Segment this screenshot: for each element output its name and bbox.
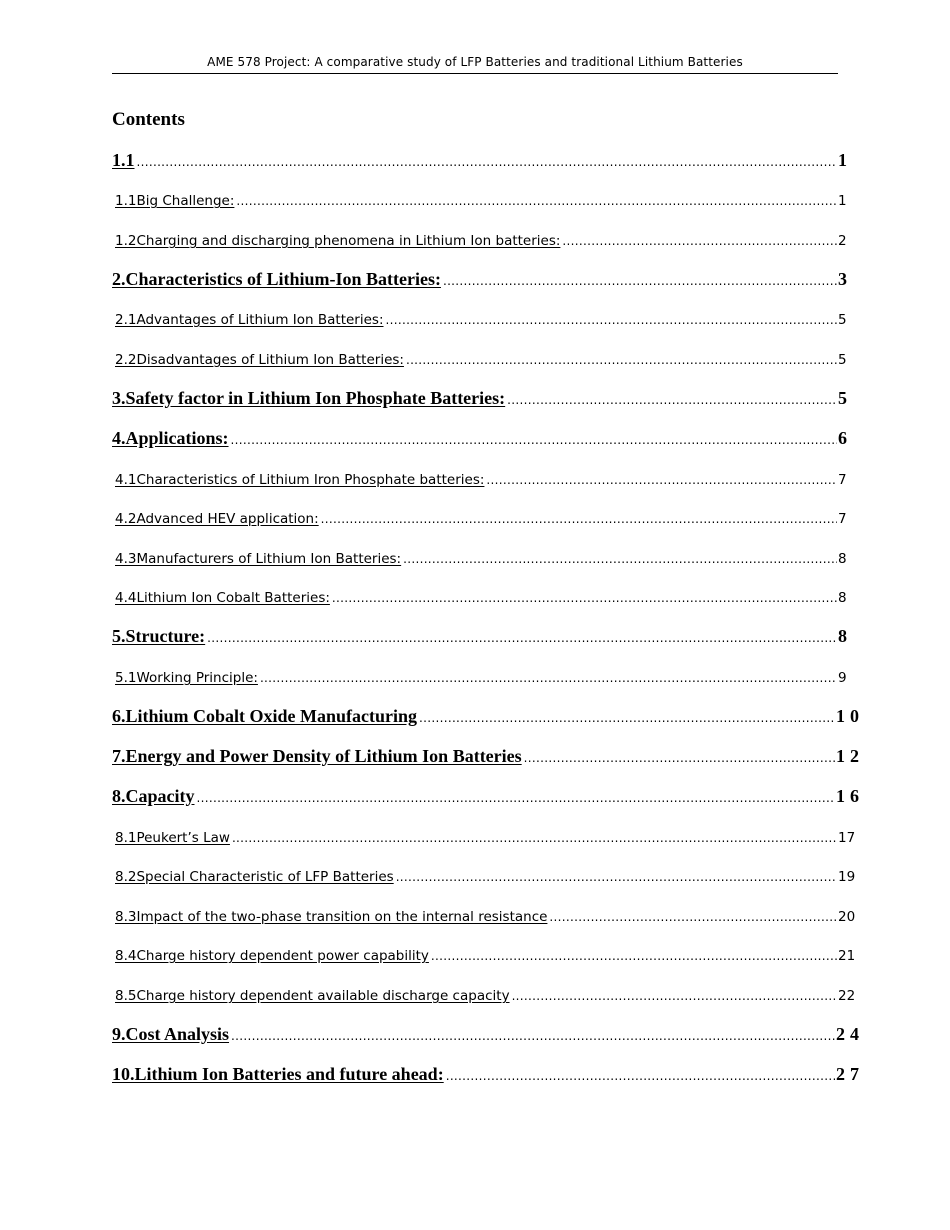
- toc-leader: [419, 711, 835, 725]
- toc-entry[interactable]: [115, 193, 864, 209]
- toc-leader: [512, 989, 837, 1003]
- toc-entry[interactable]: [115, 909, 864, 925]
- toc-entry-label: 8.4Charge history dependent power capability: [115, 948, 429, 964]
- toc-entry-label: 4.2Advanced HEV application:: [115, 511, 319, 527]
- toc-entry[interactable]: [112, 150, 864, 171]
- toc-page-number: 3: [838, 269, 852, 289]
- toc-leader: [197, 791, 836, 805]
- toc-entry-label: 8.1Peukert’s Law: [115, 830, 230, 846]
- toc-entry[interactable]: [115, 511, 864, 527]
- toc-entry-label: 8.5Charge history dependent available discharge capacity: [115, 988, 510, 1004]
- toc-leader: [231, 433, 837, 447]
- toc-page-number: 7: [838, 511, 847, 527]
- toc-entry[interactable]: [115, 670, 864, 686]
- toc-entry[interactable]: [115, 233, 864, 249]
- toc-page-number: 5: [838, 312, 847, 328]
- toc-page-number: 1: [838, 193, 847, 209]
- toc-entry[interactable]: [112, 269, 864, 290]
- toc-page-number: 21: [838, 948, 856, 964]
- toc-leader: [562, 234, 837, 248]
- toc-entry[interactable]: [115, 472, 864, 488]
- contents-title: Contents: [112, 109, 185, 130]
- toc-entry-label: 1.1Big Challenge:: [115, 193, 235, 209]
- toc-entry-label: 10.Lithium Ion Batteries and future ahead:: [112, 1064, 444, 1084]
- toc-page-number: 8: [838, 590, 847, 606]
- toc-entry[interactable]: [112, 1024, 864, 1045]
- toc-entry-label: 6.Lithium Cobalt Oxide Manufacturing: [112, 706, 418, 726]
- toc-page-number: 6: [838, 428, 852, 448]
- toc-leader: [507, 393, 837, 407]
- toc-entry[interactable]: [112, 746, 864, 767]
- toc-entry-label: 1.2Charging and discharging phenomena in Lithium Ion batteries:: [115, 233, 561, 249]
- toc-entry-label: 2.1Advantages of Lithium Ion Batteries:: [115, 312, 384, 328]
- toc-entry-label: 8.Capacity: [112, 786, 195, 806]
- toc-entry[interactable]: [115, 590, 864, 606]
- toc-entry[interactable]: [115, 988, 864, 1004]
- toc-entry-label: 4.3Manufacturers of Lithium Ion Batteries:: [115, 551, 402, 567]
- toc-entry-label: 9.Cost Analysis: [112, 1024, 230, 1044]
- toc-entry-label: 7.Energy and Power Density of Lithium Ion Batteries: [112, 746, 522, 766]
- toc-entry[interactable]: [115, 948, 864, 964]
- toc-entry[interactable]: [112, 786, 864, 807]
- toc-entry-label: 1.1: [112, 150, 135, 170]
- toc-leader: [443, 274, 837, 288]
- toc-entry-label: 8.3Impact of the two-phase transition on the internal resistance: [115, 909, 548, 925]
- toc-page-number: 5: [838, 352, 847, 368]
- toc-entry[interactable]: [115, 551, 864, 567]
- toc-page-number: 8: [838, 626, 852, 646]
- toc-leader: [332, 591, 837, 605]
- toc-entry-label: 3.Safety factor in Lithium Ion Phosphate Batteries:: [112, 388, 506, 408]
- toc-page-number: 9: [838, 670, 847, 686]
- toc-entry-label: 5.1Working Principle:: [115, 670, 258, 686]
- toc-entry-label: 4.1Characteristics of Lithium Iron Phosphate batteries:: [115, 472, 485, 488]
- toc-leader: [396, 870, 837, 884]
- toc-leader: [207, 631, 837, 645]
- toc-entry-label: 4.Applications:: [112, 428, 229, 448]
- toc-leader: [446, 1069, 835, 1083]
- toc-entry[interactable]: [115, 830, 864, 846]
- toc-entry[interactable]: [112, 626, 864, 647]
- toc-leader: [137, 155, 838, 169]
- toc-page-number: 5: [838, 388, 852, 408]
- toc-entry[interactable]: [115, 312, 864, 328]
- toc-leader: [486, 473, 837, 487]
- toc-entry[interactable]: [112, 388, 864, 409]
- toc-entry-label: 2.2Disadvantages of Lithium Ion Batteries:: [115, 352, 404, 368]
- toc-leader: [406, 353, 837, 367]
- toc-entry[interactable]: [112, 1064, 864, 1085]
- toc-leader: [431, 949, 837, 963]
- toc-page-number: 16: [836, 786, 864, 806]
- toc-page-number: 10: [836, 706, 864, 726]
- toc-leader: [549, 910, 837, 924]
- toc-entry-label: 5.Structure:: [112, 626, 206, 646]
- toc-page-number: 1: [838, 150, 852, 170]
- page-header: AME 578 Project: A comparative study of LFP Batteries and traditional Lithium Batteries: [207, 55, 743, 69]
- toc-leader: [403, 552, 837, 566]
- toc-leader: [232, 831, 837, 845]
- toc-leader: [321, 512, 837, 526]
- toc-entry[interactable]: [112, 706, 864, 727]
- toc-leader: [260, 671, 837, 685]
- toc-page-number: 20: [838, 909, 856, 925]
- toc-page-number: 17: [838, 830, 856, 846]
- toc-entry-label: 8.2Special Characteristic of LFP Batteries: [115, 869, 394, 885]
- toc-page-number: 27: [836, 1064, 864, 1084]
- toc-entry[interactable]: [112, 428, 864, 449]
- toc-page-number: 7: [838, 472, 847, 488]
- toc-leader: [231, 1029, 835, 1043]
- toc-entry-label: 4.4Lithium Ion Cobalt Batteries:: [115, 590, 330, 606]
- toc-entry[interactable]: [115, 869, 864, 885]
- toc-leader: [386, 313, 838, 327]
- toc-page-number: 24: [836, 1024, 864, 1044]
- toc-page-number: 22: [838, 988, 856, 1004]
- toc-page-number: 8: [838, 551, 847, 567]
- toc-entry[interactable]: [115, 352, 864, 368]
- toc-leader: [236, 194, 837, 208]
- toc-page-number: 19: [838, 869, 856, 885]
- toc-leader: [524, 751, 835, 765]
- toc-page-number: 2: [838, 233, 847, 249]
- toc-entry-label: 2.Characteristics of Lithium-Ion Batteries:: [112, 269, 441, 289]
- toc-page-number: 12: [836, 746, 864, 766]
